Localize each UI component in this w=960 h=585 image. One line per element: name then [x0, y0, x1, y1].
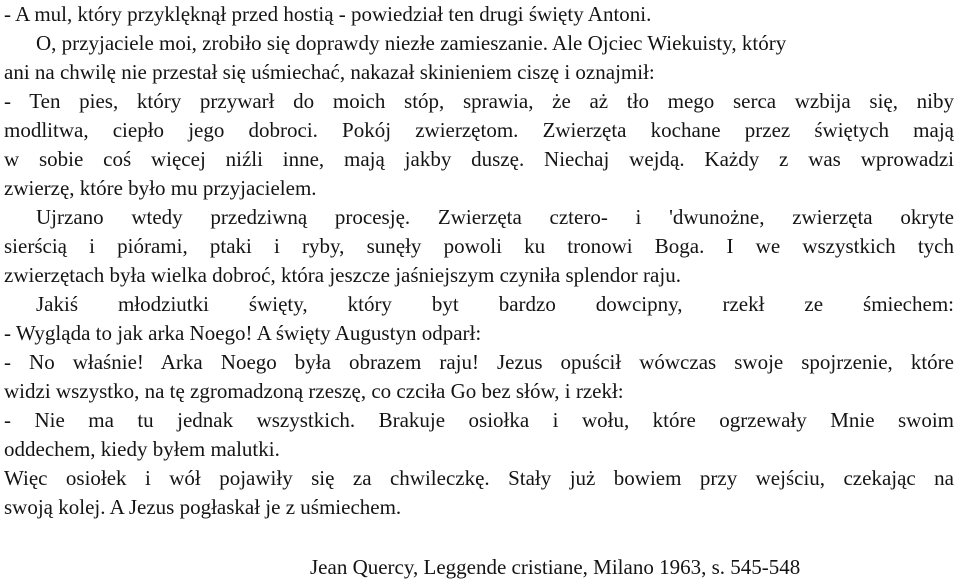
text-line: - Ten pies, który przywarł do moich stóp, sprawia, że aż tło mego serca wzbija się, niby — [4, 89, 954, 113]
text-line: w sobie coś więcej niźli inne, mają jakby duszę. Niechaj wejdą. Każdy z was wprowadzi — [4, 147, 954, 171]
text-line: zwierzę, które było mu przyjacielem. — [4, 176, 317, 200]
text-line: ani na chwilę nie przestał się uśmiechać, nakazał skinieniem ciszę i oznajmił: — [4, 60, 655, 84]
text-line: - Nie ma tu jednak wszystkich. Brakuje osiołka i wołu, które ogrzewały Mnie swoim — [4, 408, 954, 432]
text-line: Więc osiołek i wół pojawiły się za chwileczkę. Stały już bowiem przy wejściu, czekając na — [4, 466, 954, 490]
text-line: O, przyjaciele moi, zrobiło się doprawdy niezłe zamieszanie. Ale Ojciec Wiekuisty, który — [36, 31, 787, 55]
text-line: Jakiś młodziutki święty, który byt bardzo dowcipny, rzekł ze śmiechem: — [36, 292, 954, 316]
text-line: - No właśnie! Arka Noego była obrazem raju! Jezus opuścił wówczas swoje spojrzenie, które — [4, 350, 954, 374]
text-line: swoją kolej. A Jezus pogłaskał je z uśmiechem. — [4, 495, 402, 519]
source-citation: Jean Quercy, Leggende cristiane, Milano 1963, s. 545-548 — [310, 555, 801, 579]
text-line: - A mul, który przyklęknął przed hostią - powiedział ten drugi święty Antoni. — [4, 2, 652, 26]
text-line: modlitwa, ciepło jego dobroci. Pokój zwierzętom. Zwierzęta kochane przez świętych mają — [4, 118, 954, 142]
text-line: - Wygląda to jak arka Noego! A święty Augustyn odparł: — [4, 321, 482, 345]
text-line: widzi wszystko, na tę zgromadzoną rzeszę, co czciła Go bez słów, i rzekł: — [4, 379, 624, 403]
text-line: zwierzętach była wielka dobroć, która jeszcze jaśniejszym czyniła splendor raju. — [4, 263, 681, 287]
text-line: sierścią i piórami, ptaki i ryby, sunęły powoli ku tronowi Boga. I we wszystkich tych — [4, 234, 954, 258]
text-line: Ujrzano wtedy przedziwną procesję. Zwierzęta cztero- i 'dwunożne, zwierzęta okryte — [36, 205, 954, 229]
text-line: oddechem, kiedy byłem malutki. — [4, 437, 280, 461]
